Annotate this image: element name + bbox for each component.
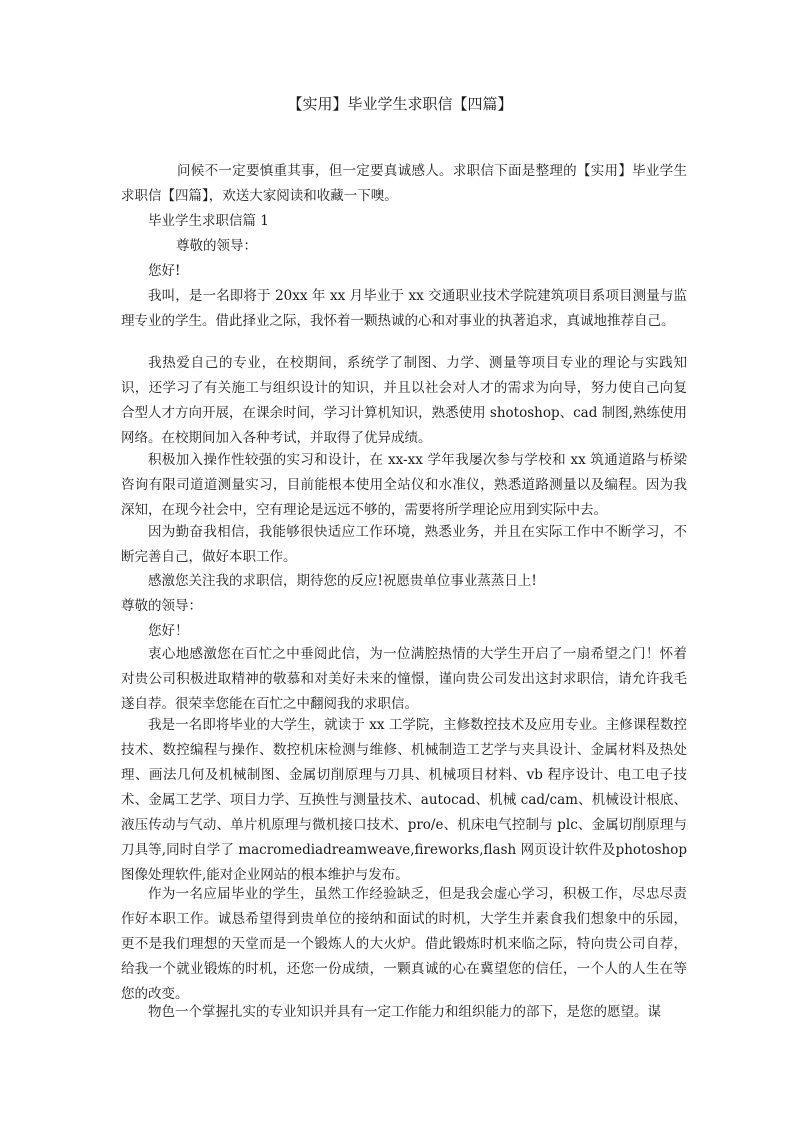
- letter2-paragraph-2: 我是一名即将毕业的大学生，就读于 xx 工学院，主修数控技术及应用专业。主修课程数控技术、数控编程与操作、数控机床检测与维修、机械制造工艺学与夹具设计、金属材料及热处理、画法几何及机械制图、金属切削原理与刀具、机械项目材料、vb 程序设计、电工电子技术、金属工艺学、项目力学、互换性与测量技术、autocad、机械 cad/cam、机械设计根底、液压传动与气动、单片机原理与微机接口技术、pro/e、机床电气控制与 plc、金属切削原理与刀具等,同时自学了 macromediadreamweave,fireworks,flash 网页设计软件及photoshop 图像处理软件,能对企业网站的根本维护与发布。: [121, 717, 687, 883]
- letter2-paragraph-1: 衷心地感激您在百忙之中垂阅此信，为一位满腔热情的大学生开启了一扇希望之门！怀着对贵公司积极进取精神的敬慕和对美好未来的憧憬，谨向贵公司发出这封求职信，请允许我毛遂自荐。很荣幸您能在百忙之中翻阅我的求职信。: [121, 646, 687, 712]
- letter2-paragraph-4: 物色一个掌握扎实的专业知识并具有一定工作能力和组织能力的部下，是您的愿望。谋: [148, 1004, 661, 1020]
- section-heading-1: 毕业学生求职信篇 1: [148, 213, 269, 229]
- letter2-salutation: 尊敬的领导：: [121, 598, 202, 614]
- letter1-paragraph-4: 因为勤奋我相信，我能够很快适应工作环境，熟悉业务，并且在实际工作中不断学习，不断完善自己，做好本职工作。: [121, 524, 687, 565]
- letter1-paragraph-3: 积极加入操作性较强的实习和设计，在 xx-xx 学年我屡次参与学校和 xx 筑通道路与桥梁咨询有限司道道测量实习，目前能根本使用全站仪和水准仪，熟悉道路测量以及编程。因为我深知，在现今社会中，空有理论是远远不够的，需要将所学理论应用到实际中去。: [121, 452, 687, 518]
- letter2-greeting: 您好！: [148, 623, 189, 639]
- letter1-salutation: 尊敬的领导：: [176, 238, 257, 254]
- letter1-greeting: 您好!: [148, 263, 181, 279]
- letter1-paragraph-5: 感激您关注我的求职信，期待您的反应!祝愿贵单位事业蒸蒸日上!: [148, 573, 537, 589]
- letter1-paragraph-2: 我热爱自己的专业，在校期间，系统学了制图、力学、测量等项目专业的理论与实践知识，还学习了有关施工与组织设计的知识，并且以社会对人才的需求为向导，努力使自己向复合型人才方向开展，在课余时间，学习计算机知识，熟悉使用 shotoshop、cad 制图,熟练使用网络。在校期间加入各种考试，并取得了优异成绩。: [121, 355, 687, 446]
- document-title: 【实用】毕业学生求职信【四篇】: [287, 95, 513, 113]
- intro-paragraph: 问候不一定要慎重其事，但一定要真诚感人。求职信下面是整理的【实用】毕业学生求职信【四篇】，欢送大家阅读和收藏一下噢。: [121, 163, 687, 204]
- letter2-paragraph-3: 作为一名应届毕业的学生，虽然工作经验缺乏，但是我会虚心学习，积极工作，尽忠尽责作好本职工作。诚恳希望得到贵单位的接纳和面试的时机，大学生并素食我们想象中的乐园，更不是我们理想的天堂而是一个锻炼人的大火炉。借此锻炼时机来临之际，特向贵公司自荐，给我一个就业锻炼的时机，还您一份成绩，一颗真诚的心在冀望您的信任，一个人的人生在等您的改变。: [121, 886, 687, 1002]
- letter1-paragraph-1: 我叫，是一名即将于 20xx 年 xx 月毕业于 xx 交通职业技术学院建筑项目系项目测量与监理专业的学生。借此择业之际，我怀着一颗热诚的心和对事业的执著追求，真诚地推荐自己。: [121, 288, 687, 329]
